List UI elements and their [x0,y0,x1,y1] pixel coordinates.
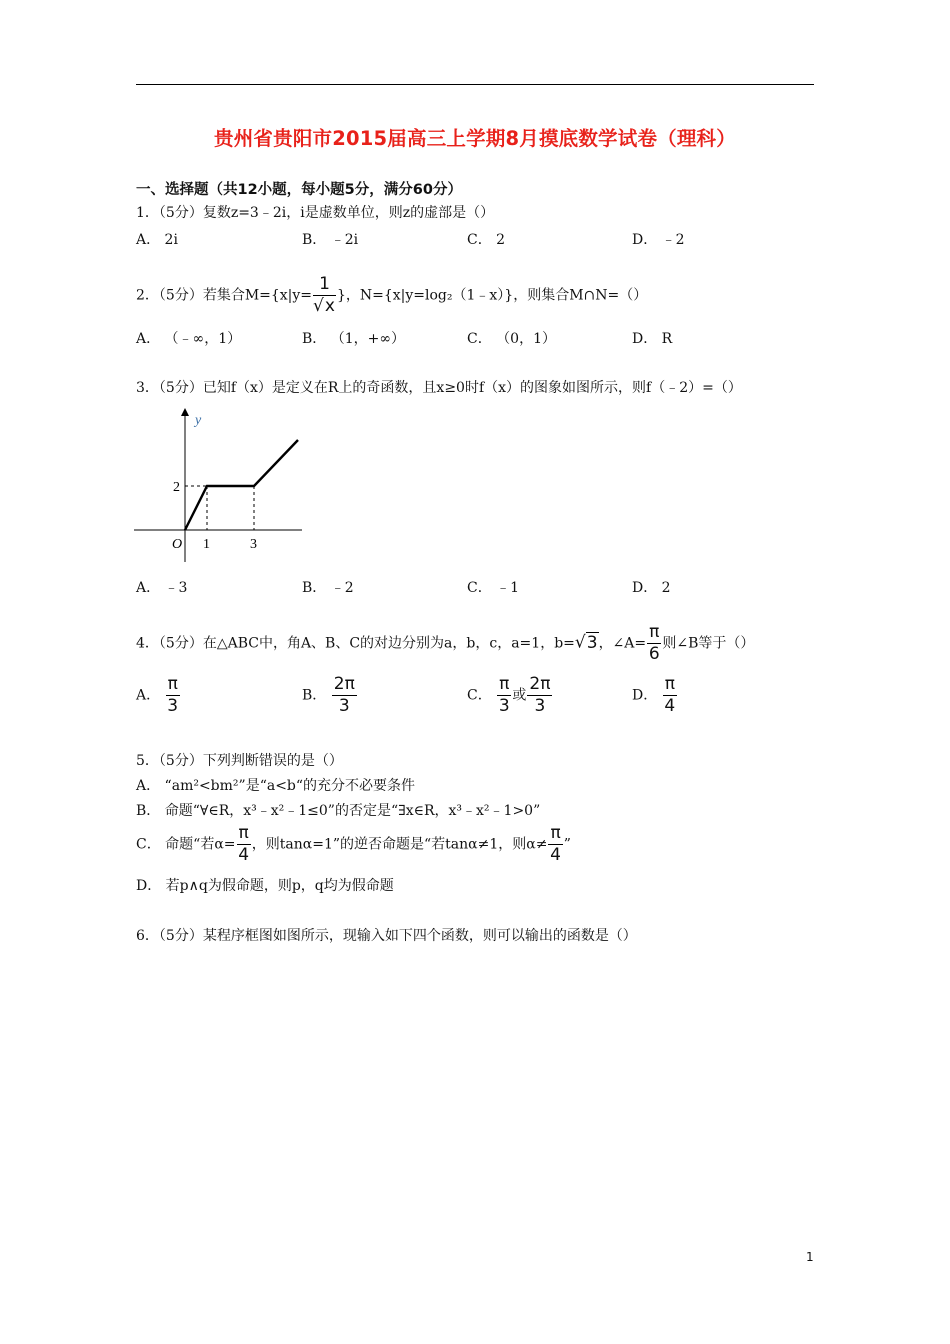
q5-option-c: C． 命题“若α= $\frac{\pi}{4}$ ，则tanα=1”的逆否命题是“若tanα≠1，则α≠ $\frac{\pi}{4}$ ” [136,823,571,865]
q2-text-pre: 2．（5分）若集合M={x|y= [136,287,313,304]
q3-function-graph [134,404,304,564]
q4-text-pre: 4．（5分）在△ABC中，角A、B、C的对边分别为a，b，c，a=1，b= [136,635,575,652]
q1-option-b: B． ﹣2i [302,232,359,248]
q4-option-c: C． $\frac{\pi}{3}$ 或 $\frac{2\pi}{3}$ [467,674,551,716]
q2-text-post: }，N={x|y=log₂（1﹣x）}，则集合M∩N=（） [336,287,648,304]
q2-frac-den: √x [313,296,335,316]
page-number: 1 [806,1250,814,1264]
question-1: 1．（5分）复数z=3﹣2i，i是虚数单位，则z的虚部是（） [136,205,495,221]
q1-option-d: D． ﹣2 [632,232,685,248]
q4-option-b: B． $\frac{2\pi}{3}$ [302,674,355,716]
q2-option-d: D． R [632,331,673,347]
q1-option-c: C． 2 [467,232,506,248]
q1-option-a: A． 2i [136,232,178,248]
q4-text-post: 则∠B等于（） [662,635,755,652]
header-rule [136,84,814,85]
q2-option-a: A． （﹣∞，1） [136,331,242,347]
q4-sqrt: √3 [574,632,598,653]
question-5: 5．（5分）下列判断错误的是（） [136,753,343,769]
q5-option-b: B． 命题“∀∈R，x³﹣x²﹣1≤0”的否定是“∃x∈R，x³﹣x²﹣1>0” [136,803,541,819]
q5-option-d: D． 若p∧q为假命题，则p，q均为假命题 [136,878,394,894]
section-heading: 一、选择题（共12小题，每小题5分，满分60分） [136,182,462,198]
graph-curve [185,440,298,530]
q3-option-b: B． ﹣2 [302,580,354,596]
graph-x-tick-3: 3 [250,537,257,552]
question-3: 3．（5分）已知f（x）是定义在R上的奇函数，且x≥0时f（x）的图象如图所示，则f（﹣2）=（） [136,380,742,396]
q5-option-a: A． “am²<bm²”是“a<b“的充分不必要条件 [136,778,416,794]
q3-option-c: C． ﹣1 [467,580,520,596]
q2-frac-num: 1 [313,276,336,296]
question-2 [136,276,647,315]
q4-angle-frac: $\frac{\pi}{6}$ [648,622,660,664]
graph-y-label: y [195,413,202,428]
q2-option-c: C． （0，1） [467,331,556,347]
q3-option-a: A． ﹣3 [136,580,188,596]
q2-fraction [313,276,336,315]
graph-y-tick-2: 2 [173,480,180,495]
page-title: 贵州省贵阳市2015届高三上学期8月摸底数学试卷（理科） [214,127,736,150]
graph-x-tick-1: 1 [203,537,210,552]
q4-option-a: A． $\frac{\pi}{3}$ [136,674,179,716]
q4-option-d: D． $\frac{\pi}{4}$ [632,674,676,716]
question-6: 6．（5分）某程序框图如图所示，现输入如下四个函数，则可以输出的函数是（） [136,928,637,944]
q3-option-d: D． 2 [632,580,671,596]
q2-option-b: B． （1，+∞） [302,331,406,347]
question-4 [136,624,754,663]
graph-origin: O [172,537,183,552]
q4-text-mid: ，∠A= [598,635,647,652]
